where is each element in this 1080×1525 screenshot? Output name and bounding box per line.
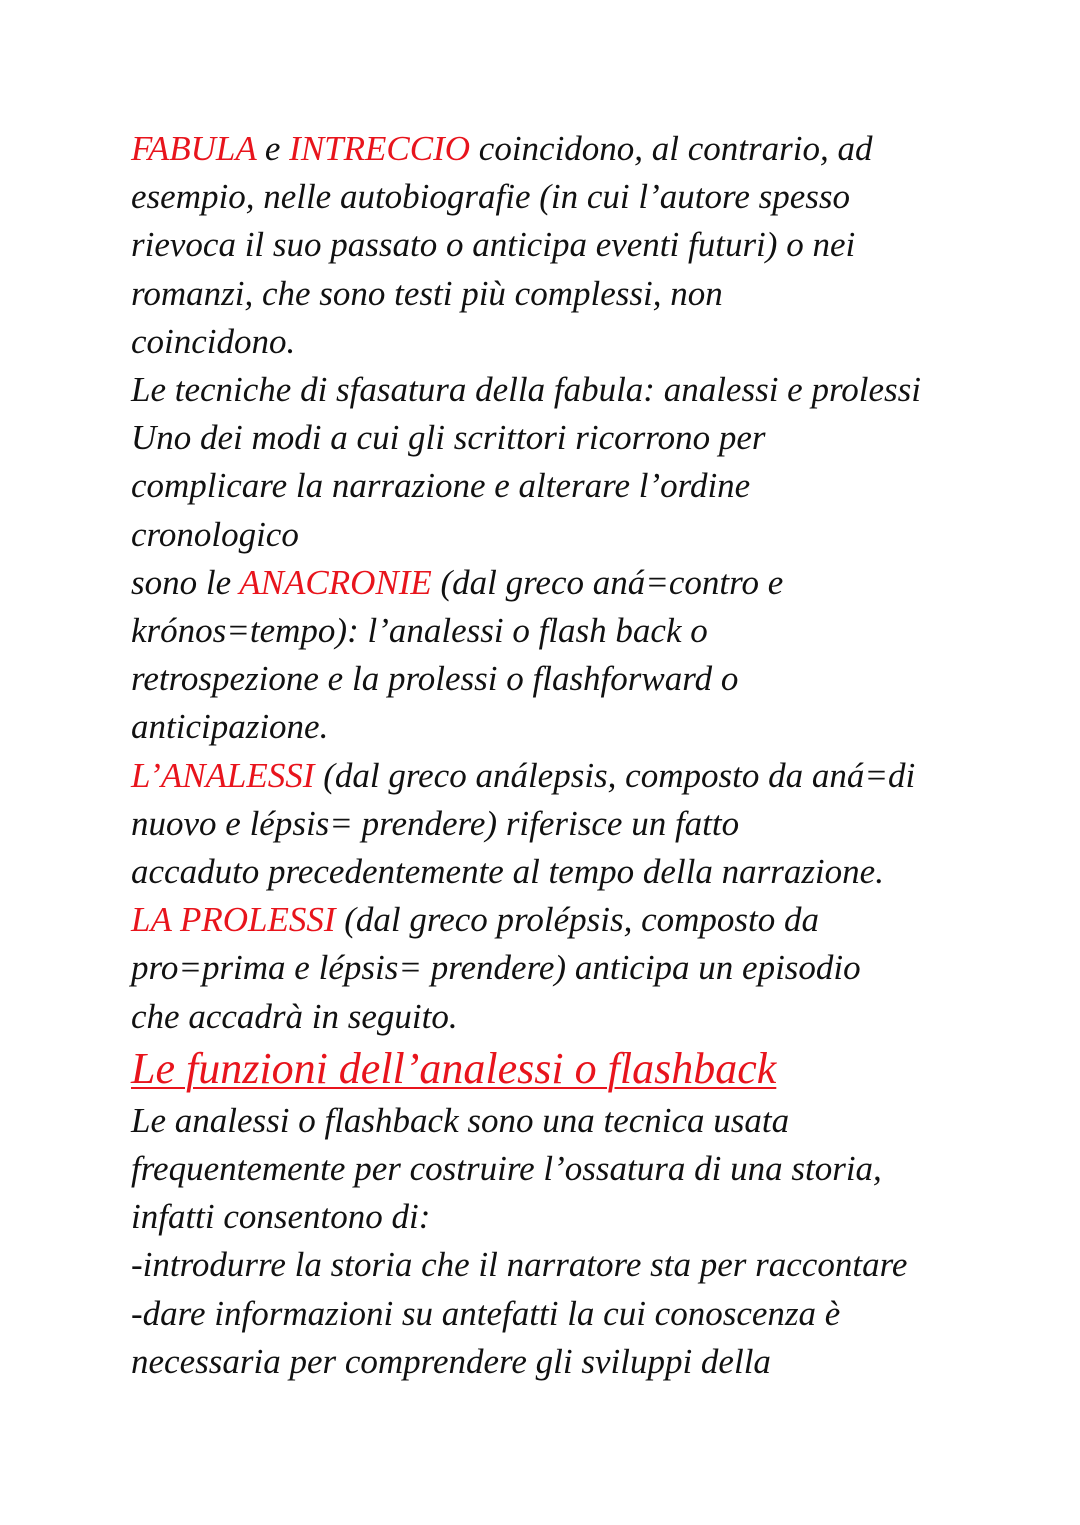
body-text-line: Le analessi o flashback sono una tecnica usata	[131, 1100, 790, 1140]
body-text-line: nuovo e lépsis= prendere) riferisce un fatto	[131, 803, 740, 843]
body-text-line: pro=prima e lépsis= prendere) anticipa un episodio	[131, 948, 861, 988]
term-fabula: FABULA	[131, 129, 257, 168]
body-text-line: frequentemente per costruire l’ossatura di una storia,	[131, 1149, 882, 1189]
body-text-line: anticipazione.	[131, 707, 329, 747]
conjunction-text: e	[256, 129, 290, 168]
document-page	[131, 125, 1011, 1386]
analessi-line	[131, 752, 1011, 800]
body-text-line: complicare la narrazione e alterare l’ordine	[131, 466, 751, 506]
term-prolessi: LA PROLESSI	[131, 900, 336, 940]
list-item: -dare informazioni su antefatti la cui conoscenza è	[131, 1293, 841, 1333]
subtitle-sfasatura: Le tecniche di sfasatura della fabula: analessi e prolessi	[131, 370, 922, 410]
body-text-line: rievoca il suo passato o anticipa eventi futuri) o nei	[131, 225, 856, 265]
body-text-line: infatti consentono di:	[131, 1197, 431, 1237]
prolessi-line	[131, 896, 1011, 944]
anacronie-line	[131, 559, 1011, 607]
body-text-line: retrospezione e la prolessi o flashforward o	[131, 659, 739, 699]
body-text: sono le	[131, 562, 240, 602]
term-intreccio: INTRECCIO	[289, 129, 471, 168]
body-text-line: Uno dei modi a cui gli scrittori ricorrono per	[131, 418, 766, 458]
list-item: -introdurre la storia che il narratore sta per raccontare	[131, 1245, 908, 1285]
body-text-line: necessaria per comprendere gli sviluppi della	[131, 1341, 771, 1381]
body-text-line: esempio, nelle autobiografie (in cui l’autore spesso	[131, 177, 851, 217]
body-text: (dal greco prolépsis, composto da	[335, 900, 819, 940]
term-anacronie: ANACRONIE	[239, 562, 432, 602]
body-text-line: che accadrà in seguito.	[131, 996, 458, 1036]
body-text-line: coincidono.	[131, 321, 296, 361]
body-text: coincidono, al contrario, ad	[470, 129, 873, 168]
body-text-line: cronologico	[131, 514, 299, 554]
body-text-line: accaduto precedentemente al tempo della narrazione.	[131, 852, 884, 892]
body-text: (dal greco aná=contro e	[431, 562, 784, 602]
term-analessi: L’ANALESSI	[131, 755, 315, 795]
section-heading: Le funzioni dell’analessi o flashback	[131, 1043, 777, 1093]
body-text-line: krónos=tempo): l’analessi o flash back o	[131, 611, 708, 651]
body-text: (dal greco análepsis, composto da aná=di	[314, 755, 916, 795]
body-text-line: romanzi, che sono testi più complessi, non	[131, 273, 723, 313]
paragraph-fabula-intreccio-line	[131, 125, 1011, 173]
